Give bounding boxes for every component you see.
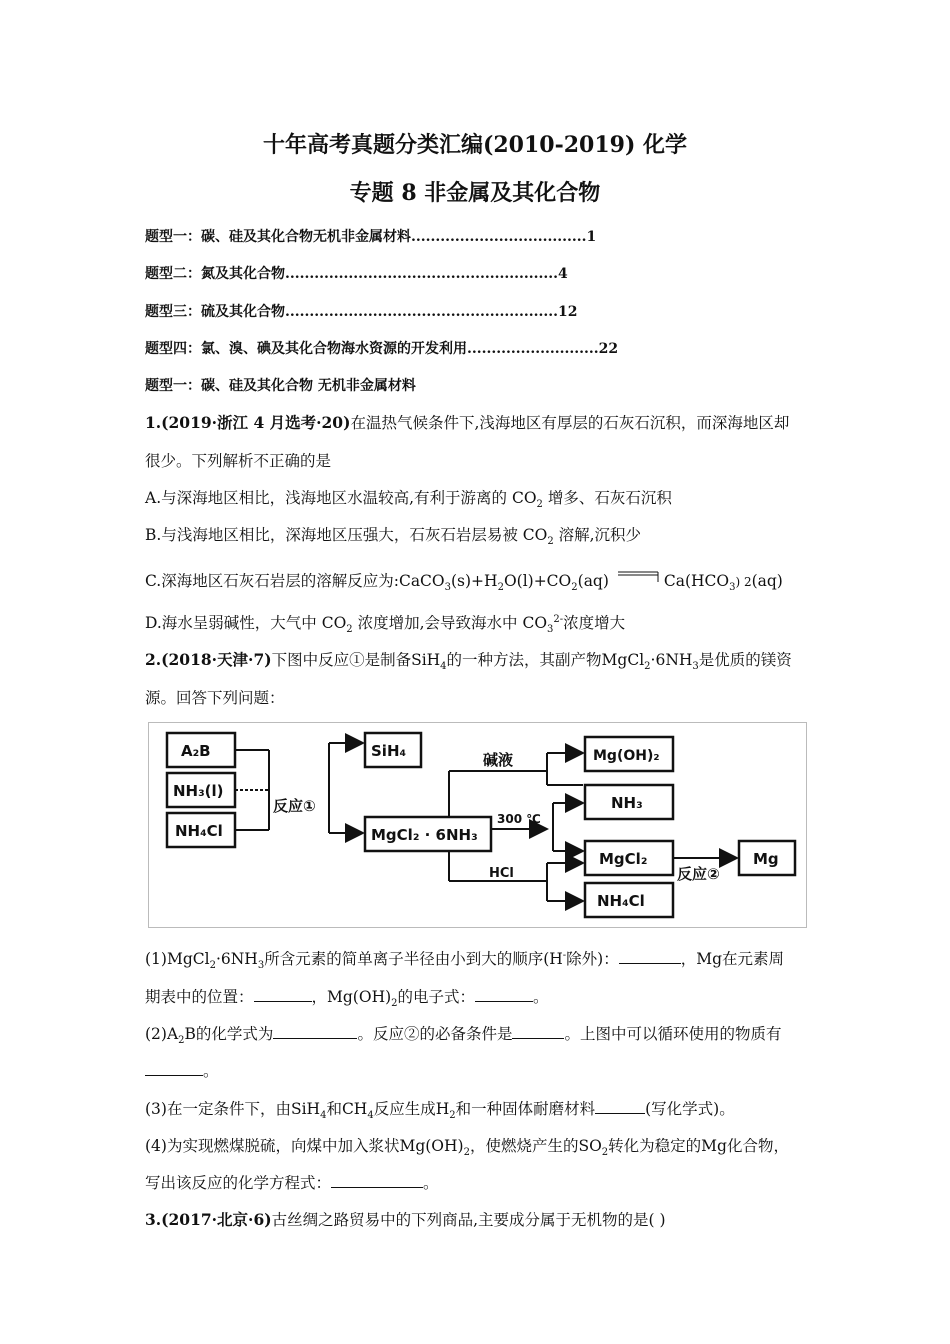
label-nh3: NH₃ bbox=[611, 794, 643, 812]
label-reaction1: 反应① bbox=[273, 797, 316, 815]
subscript: 2 bbox=[391, 998, 398, 1010]
q1-option-a[interactable] bbox=[145, 486, 672, 510]
subscript: 3 bbox=[692, 661, 699, 673]
q1-stem-line1 bbox=[145, 411, 789, 433]
q2-part2-line1 bbox=[145, 1022, 781, 1046]
option-text: 浓度增加,会导致海水中 CO bbox=[352, 614, 548, 632]
label-reaction2: 反应② bbox=[677, 865, 720, 883]
option-text: 溶解,沉积少 bbox=[553, 526, 642, 544]
text: ·6NH bbox=[215, 950, 258, 968]
answer-blank-ion-order[interactable] bbox=[619, 951, 681, 964]
subscript: 2 bbox=[209, 960, 216, 972]
subscript: 3 bbox=[444, 582, 451, 594]
section-heading: 题型一：碳、硅及其化合物 无机非金属材料 bbox=[145, 378, 416, 394]
toc-page: 12 bbox=[557, 304, 578, 320]
toc-page: 22 bbox=[598, 341, 619, 357]
subscript: 2 bbox=[178, 1035, 185, 1047]
q1-option-d[interactable] bbox=[145, 611, 625, 635]
document-subtitle: 专题 8 非金属及其化合物 bbox=[349, 180, 601, 206]
toc-dots: .................................... bbox=[411, 229, 587, 245]
subscript: 2 bbox=[463, 1147, 470, 1159]
option-text: (aq) bbox=[577, 572, 609, 590]
toc-entry-4[interactable] bbox=[145, 338, 618, 358]
option-text: A.与深海地区相比，浅海地区水温较高,有利于游离的 CO bbox=[145, 489, 537, 507]
q3-source: 3.(2017·北京·6) bbox=[145, 1210, 272, 1229]
label-mgcl2-6nh3: MgCl₂ · 6NH₃ bbox=[371, 826, 478, 844]
label-nh4cl-out: NH₄Cl bbox=[597, 892, 645, 910]
toc-label: 题型一：碳、硅及其化合物无机非金属材料 bbox=[145, 229, 411, 245]
text: 。 bbox=[203, 1062, 219, 1080]
label-mgoh2: Mg(OH)₂ bbox=[593, 748, 660, 764]
text: 写出该反应的化学方程式： bbox=[145, 1174, 332, 1192]
toc-entry-3[interactable] bbox=[145, 301, 577, 321]
answer-blank-mg-position[interactable] bbox=[254, 989, 312, 1002]
answer-blank-a2b-formula[interactable] bbox=[273, 1026, 357, 1039]
subscript: 2 bbox=[449, 1110, 456, 1122]
q2-stem-line1 bbox=[145, 648, 792, 672]
toc-label: 题型三：硫及其化合物 bbox=[145, 304, 285, 320]
text: ，使燃烧产生的SO bbox=[469, 1137, 602, 1155]
option-text: (s)+H bbox=[451, 572, 498, 590]
option-text: O(l)+CO bbox=[503, 572, 572, 590]
subscript: 3 bbox=[729, 582, 736, 594]
text: (1)MgCl bbox=[145, 950, 210, 968]
text: 除外)： bbox=[566, 950, 619, 968]
q1-option-b[interactable] bbox=[145, 523, 641, 547]
option-text: Ca(HCO bbox=[663, 572, 730, 590]
subscript: 2 bbox=[346, 624, 353, 636]
stem-text: 的一种方法，其副产物MgCl bbox=[446, 651, 645, 669]
q2-part2-line2 bbox=[145, 1059, 219, 1081]
q2-part1-line2 bbox=[145, 985, 549, 1009]
subscript: 2 bbox=[536, 499, 543, 511]
subscript: 2 bbox=[601, 1147, 609, 1159]
option-text: C.深海地区石灰石岩层的溶解反应为:CaCO bbox=[145, 572, 445, 590]
answer-blank-wear-material[interactable] bbox=[595, 1101, 645, 1114]
option-text: (aq) bbox=[751, 572, 783, 590]
text: (写化学式)。 bbox=[645, 1100, 735, 1118]
toc-label: 题型二：氮及其化合物 bbox=[145, 266, 285, 282]
label-sih4: SiH₄ bbox=[371, 742, 407, 760]
answer-blank-equation[interactable] bbox=[331, 1175, 423, 1188]
option-text: 浓度增大 bbox=[563, 614, 626, 632]
q2-part4-line2 bbox=[145, 1171, 439, 1193]
label-hcl: HCl bbox=[489, 866, 514, 881]
text: (4)为实现燃煤脱硫，向煤中加入浆状Mg(OH) bbox=[145, 1137, 464, 1155]
label-nh4cl-in: NH₄Cl bbox=[175, 822, 223, 840]
subscript: 2 bbox=[547, 536, 554, 548]
document-title: 十年高考真题分类汇编(2010-2019) 化学 bbox=[262, 132, 688, 158]
equilibrium-arrow-icon bbox=[618, 569, 660, 583]
text: 的电子式： bbox=[397, 988, 476, 1006]
subscript: 2 bbox=[644, 661, 651, 673]
toc-page: 1 bbox=[586, 229, 597, 245]
text: 。反应②的必备条件是 bbox=[357, 1025, 513, 1043]
option-text: D.海水呈弱碱性，大气中 CO bbox=[145, 614, 347, 632]
toc-entry-2[interactable] bbox=[145, 263, 568, 283]
stem-text: 下图中反应①是制备SiH bbox=[271, 651, 441, 669]
q2-stem-line2: 源。回答下列问题： bbox=[145, 689, 285, 707]
toc-dots: ........................................................ bbox=[285, 304, 558, 320]
superscript: - bbox=[562, 949, 567, 961]
q2-source: 2.(2018·天津·7) bbox=[145, 650, 272, 669]
text: 。 bbox=[533, 988, 549, 1006]
q2-part1-line1 bbox=[145, 947, 784, 971]
option-text: B.与浅海地区相比，深海地区压强大，石灰石岩层易被 CO bbox=[145, 526, 548, 544]
subscript: 2 bbox=[497, 582, 504, 594]
q2-part3 bbox=[145, 1097, 735, 1121]
text: ，Mg在元素周 bbox=[680, 950, 785, 968]
q3-stem bbox=[145, 1208, 666, 1230]
toc-dots: ........................................................ bbox=[285, 266, 558, 282]
label-alkali: 碱液 bbox=[483, 751, 514, 769]
stem-text: ·6NH bbox=[650, 651, 693, 669]
option-text: ) 2 bbox=[735, 575, 752, 589]
q1-stem-line2: 很少。下列解析不正确的是 bbox=[145, 452, 332, 470]
text: (3)在一定条件下，由SiH bbox=[145, 1100, 321, 1118]
subscript: 2 bbox=[571, 582, 578, 594]
q2-part4-line1 bbox=[145, 1134, 789, 1158]
text: 所含元素的简单离子半径由小到大的顺序(H bbox=[264, 950, 563, 968]
subscript: 4 bbox=[440, 661, 447, 673]
stem-text: 是优质的镁资 bbox=[698, 651, 792, 669]
answer-blank-electron-formula[interactable] bbox=[475, 989, 533, 1002]
toc-dots: ........................... bbox=[467, 341, 599, 357]
label-nh3l: NH₃(l) bbox=[173, 782, 224, 800]
text: 转化为稳定的Mg化合物， bbox=[608, 1137, 789, 1155]
label-mgcl2: MgCl₂ bbox=[599, 850, 648, 868]
text: 期表中的位置： bbox=[145, 988, 254, 1006]
answer-blank-reaction2-condition[interactable] bbox=[512, 1026, 564, 1039]
subscript: 3 bbox=[547, 624, 554, 636]
subscript: 3 bbox=[257, 960, 265, 972]
text: 和一种固体耐磨材料 bbox=[455, 1100, 596, 1118]
text: (2)A bbox=[145, 1025, 179, 1043]
subscript: 4 bbox=[367, 1110, 374, 1122]
toc-label: 题型四：氯、溴、碘及其化合物海水资源的开发利用 bbox=[145, 341, 467, 357]
toc-page: 4 bbox=[557, 266, 568, 282]
text: 。上图中可以循环使用的物质有 bbox=[564, 1025, 782, 1043]
q1-option-c[interactable] bbox=[145, 569, 783, 593]
reaction-flow-diagram bbox=[148, 722, 807, 928]
text: 反应生成H bbox=[373, 1100, 450, 1118]
text: 。 bbox=[423, 1174, 439, 1192]
text: ，Mg(OH) bbox=[311, 988, 392, 1006]
label-a2b: A₂B bbox=[181, 742, 211, 760]
q1-source: 1.(2019·浙江 4 月选考·20) bbox=[145, 413, 351, 432]
toc-entry-1[interactable] bbox=[145, 226, 596, 246]
text: B的化学式为 bbox=[184, 1025, 274, 1043]
label-temperature: 300 ℃ bbox=[497, 812, 541, 826]
stem-text: 古丝绸之路贸易中的下列商品,主要成分属于无机物的是( ) bbox=[271, 1211, 666, 1229]
diagram-svg bbox=[149, 723, 806, 927]
q1-stem-text1: 在温热气候条件下,浅海地区有厚层的石灰石沉积，而深海地区却 bbox=[350, 414, 790, 432]
answer-blank-recycled-substances[interactable] bbox=[145, 1063, 203, 1076]
option-text: 增多、石灰石沉积 bbox=[542, 489, 672, 507]
label-mg: Mg bbox=[753, 850, 779, 868]
text: 和CH bbox=[326, 1100, 368, 1118]
superscript: 2- bbox=[553, 613, 564, 625]
subscript: 4 bbox=[320, 1110, 327, 1122]
